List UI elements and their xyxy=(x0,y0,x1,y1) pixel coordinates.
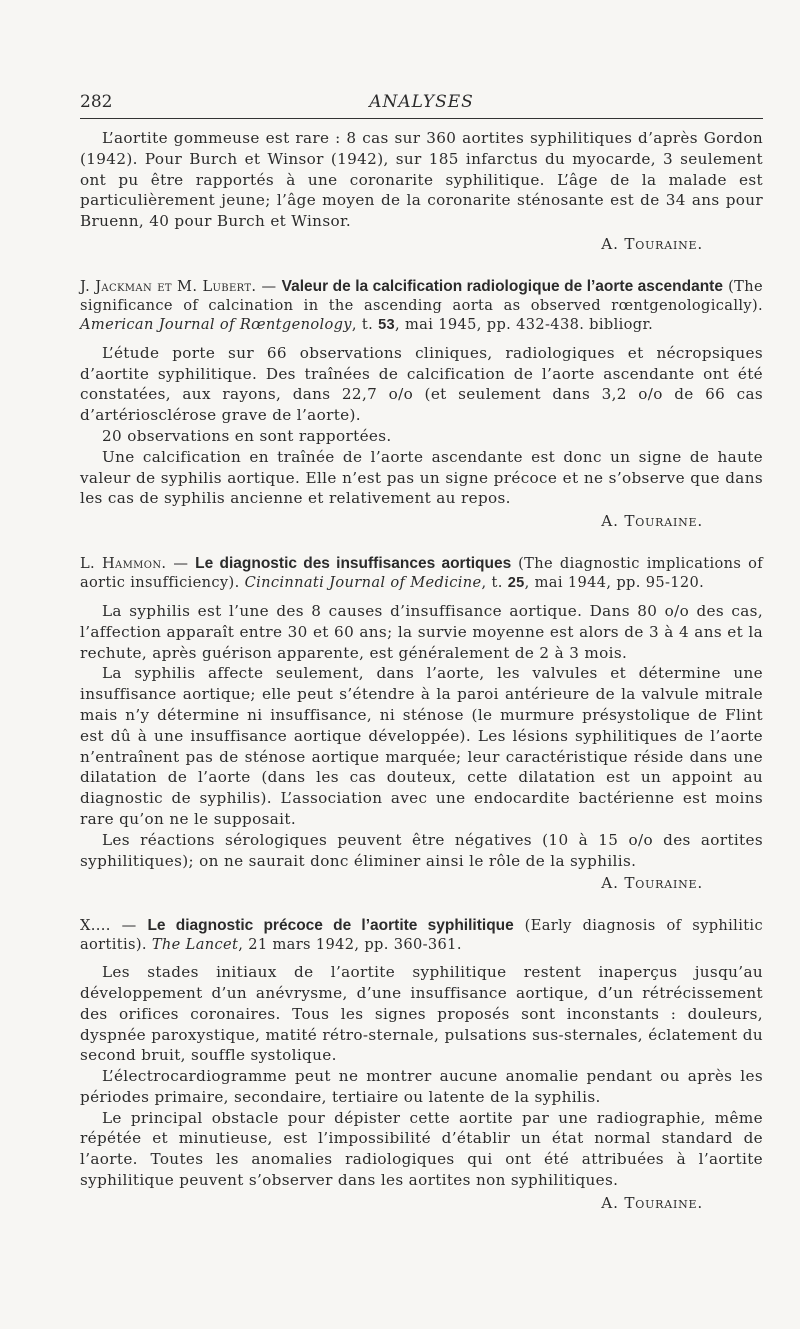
paragraph: 20 observations en sont rapportées. xyxy=(102,426,392,445)
reference-details: , mai 1944, pp. 95-120. xyxy=(524,573,705,591)
paragraph: L’électrocardiogramme peut ne montrer aucune anomalie pendant ou après les périodes primaire, secondaire, tertiaire ou latente de la syphilis. xyxy=(80,1067,763,1106)
reference-details: , 21 mars 1942, pp. 360-361. xyxy=(238,936,462,954)
reference-entry xyxy=(80,916,763,954)
journal-name: The Lancet xyxy=(151,936,239,954)
paragraph: Les stades initiaux de l’aortite syphilitique restent inaperçus jusqu’au développement d’un anévrysme, d’une insuffisance aortique, d’un rétrécissement des orifices coronaires. Tous les signes proposés sont inconstants : douleurs, dyspnée paroxystique, matité rétro-sternale, pulsations sus-sternales, éclatement du second bruit, souffle systolique. xyxy=(80,963,763,1065)
paragraph: Une calcification en traînée de l’aorte ascendante est donc un signe de haute valeur de syphilis aortique. Elle n’est pas un signe précoce et ne s’observe que dans les cas de syphilis ancienne et relativement au repos. xyxy=(80,447,763,508)
journal-name: Cincinnati Journal of Medicine xyxy=(244,573,482,591)
volume-prefix: , t. xyxy=(481,573,508,591)
reference-title: Le diagnostic précoce de l’aortite syphilitique xyxy=(147,917,514,935)
paragraph: La syphilis affecte seulement, dans l’aorte, les valvules et détermine une insuffisance aortique; elle peut s’étendre à la paroi antérieure de la valvule mitrale mais n’y détermine ni insuffisance, ni sténose (le murmure présystolique de Flint est dû à une insuffisance aortique développée). Les lésions syphilitiques de l’aorte n’entraînent pas de sténose aortique marquée; leur caractéristique réside dans une dilatation de l’aorte (dans les cas douteux, cette dilatation est un appoint au diagnostic de syphilis). L’association avec une endocardite bactérienne est moins rare qu’on ne le supposait. xyxy=(80,664,763,828)
reference-authors: X.... — xyxy=(80,917,148,935)
signature: A. Touraine. xyxy=(601,234,703,253)
volume-prefix: , t. xyxy=(351,315,379,333)
paragraph: Les réactions sérologiques peuvent être négatives (10 à 15 o/o des aortites syphilitiques); on ne saurait donc éliminer ainsi le rôle de la syphilis. xyxy=(80,830,763,870)
reference-title: Le diagnostic des insuffisances aortiques xyxy=(195,554,512,572)
reference-authors: L. Hammon. — xyxy=(80,554,196,572)
paragraph: L’étude porte sur 66 observations cliniques, radiologiques et nécropsiques d’aortite syphilitique. Des traînées de calcification de l’aorte ascendante ont été constatées, aux rayons, dans 22,7 o/o (et seulement dans 3,2 o/o de 66 cas d’artériosclérose grave de l’aorte). xyxy=(80,343,763,425)
running-head: ANALYSES xyxy=(369,92,474,112)
reference-entry xyxy=(80,554,763,593)
signature: A. Touraine. xyxy=(601,874,703,893)
reference-details: , mai 1945, pp. 432-438. bibliogr. xyxy=(395,315,654,333)
signature: A. Touraine. xyxy=(601,1193,703,1212)
reference-subtitle: (The significance of calcination in the ascending aorta as observed rœntgenologically). xyxy=(80,277,763,314)
article-body xyxy=(80,128,763,1214)
journal-name: American Journal of Rœntgenology xyxy=(80,315,352,333)
volume-number: 53 xyxy=(378,316,396,333)
volume-number: 25 xyxy=(507,574,525,591)
paragraph: Le principal obstacle pour dépister cette aortite par une radiographie, même répétée et minutieuse, est l’impossibilité d’établir un état normal standard de l’aorte. Toutes les anomalies radiologiques qui ont été attribuées à l’aortite syphilitique peuvent s’observer dans les aortites non syphilitiques. xyxy=(80,1108,763,1190)
paragraph: La syphilis est l’une des 8 causes d’insuffisance aortique. Dans 80 o/o des cas, l’affection apparaît entre 30 et 60 ans; la survie moyenne est alors de 3 à 4 ans et la rechute, après guérison apparente, est généralement de 2 à 3 mois. xyxy=(80,601,763,662)
signature: A. Touraine. xyxy=(601,512,703,531)
reference-title: Valeur de la calcification radiologique de l’aorte ascendante xyxy=(281,277,723,295)
paragraph: L’aortite gommeuse est rare : 8 cas sur 360 aortites syphilitiques d’après Gordon (1942). Pour Burch et Winsor (1942), sur 185 infarctus du myocarde, 3 seulement ont pu être rapportés à une coronarite syphilitique. L’âge de la malade est particulièrement jeune; l’âge moyen de la coronarite sténosante est de 34 ans pour Bruenn, 40 pour Burch et Winsor. xyxy=(80,129,763,231)
reference-subtitle: (The diagnostic implications of aortic insufficiency). xyxy=(80,554,764,591)
page-header xyxy=(80,88,763,119)
reference-subtitle: (Early diagnosis of syphilitic aortitis). xyxy=(80,917,763,954)
reference-authors: J. Jackman et M. Lubert. — xyxy=(80,277,282,295)
reference-entry xyxy=(80,277,763,335)
page-number: 282 xyxy=(80,92,113,112)
